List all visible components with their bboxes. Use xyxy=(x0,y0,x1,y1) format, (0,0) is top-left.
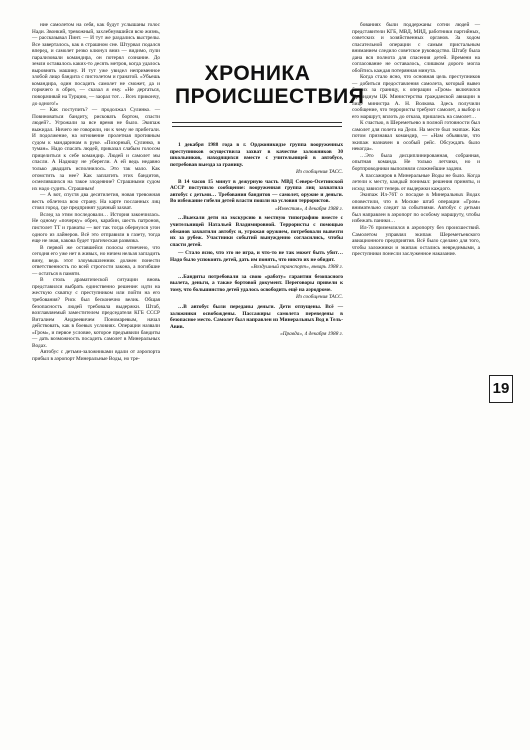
chronicle-source-2: «Известия», 4 декабря 1988 г. xyxy=(274,205,343,212)
right-paragraph-5: А пассажиров в Минеральные Воды не было. Когда летели к месту, каждый понимал: решения приняты, и исход зависит теперь от выдержки каждого. xyxy=(352,172,480,192)
chronicle-body-1: В 14 часов 15 минут в дежурную часть МВД Северо-Осетинской АССР поступило сообщение: вооруженная группа лиц захватила автобус с детьми… Требования бандитов — самолет, оружие и деньги. Во избежание гибели детей власти пошли на условия террористов. xyxy=(170,178,343,205)
chronicle-source-3: «Воздушный транспорт», январь 1988 г. xyxy=(250,264,343,271)
chronicle-source-5: «Правда», 4 декабря 1988 г. xyxy=(280,331,343,338)
right-article-column xyxy=(352,22,480,258)
right-paragraph-6: Экипаж Ил-76Т о посадке в Минеральных Водах оповестили, что в Москве штаб операции «Гром» внимательно следит за событиями. Автобус с детьми был направлен в аэропорт по особому маршруту, чтобы избежать паники… xyxy=(352,192,480,225)
chronicle-body-2: …Выехали дети на экскурсию в местную типографию вместе с учительницей Натальей Владимировной. Террористы с помощью обманов захватили автобус и, угрожая оружием, потребовали вывезти их за рубеж. Участники событий вынужденно согласились, чтобы спасти детей. xyxy=(170,215,343,248)
right-paragraph-4: …Это была дисциплинированная, собранная, опытная команда. Не только летчики, но и бортпроводники выполняли сложнейшие задачи. xyxy=(352,152,480,173)
left-paragraph-7: Автобус с детьми-заложниками вдали от аэропорта прибыл в аэропорт Минеральные Воды, но тре- xyxy=(32,349,160,362)
heading-line-2: ПРОИСШЕСТВИЯ xyxy=(175,85,365,108)
left-paragraph-5: В первой же оставшейся полосы отмечено, что сегодня его уже нет в живых, но ничем нельзя загладить вину, ведь этот злоумышленник должен понести ответственность по всей строгости закона, а погибшие — остаться в памяти. xyxy=(32,244,160,277)
left-paragraph-3: — А вот, спустя два десятилетия, новая тревожная весть облетела всю страну. На карте посланных лиц стоял город, где предпринят удачный захват. xyxy=(32,192,160,212)
chronicle-body-4: …Бандиты потребовали за свою «работу» гарантии безопасного вылета, деньги, а также бортовой документ. Переговоры привели к тому, что большинство детей удалось освободить ещё на аэродроме. xyxy=(170,273,343,293)
left-paragraph-1: ние самолетом на себя, как будут услышаны голос Нади. Звонкий, тревожный, захлебнувшийся всю жизнь, — рассказывал Пинт. — И тут же раздались выстрелы. Все заверталось, как в страшном сне. Штурвал подался вперед, и самолет резко клюнул вниз — видимо, пули парализовали командира, он потерял сознание. До земли оставалось каких-то десять метров, когда удалось выровнять машину. И тут уже увидел неприменное злобой лицо бандита с пистолетом и гранатой. «Убьешь командира, один посадить самолет не сможет, да и горючего в обрез, — сказал я ему. «Не дергаться, поворачивай на Турцию, — заорал тот… Всех прикончу, до одного!» xyxy=(32,22,160,107)
left-paragraph-4: Вслед за этим последовали… История закончилась. Не одному «почерку» обрез, карабин, шесть патронов, пистолет ТТ и гранаты — вот так тогда обернулся угон одного из лайнеров. Всё это отправили в газету, тогда еще не зная, какова будет трагическая развязка. xyxy=(32,211,160,245)
middle-chronicle-column xyxy=(170,142,343,341)
heading-rule-bottom xyxy=(172,126,342,127)
right-paragraph-2: Когда стало ясно, что основная цель преступников — добиться предоставления самолета, который вывез бы их за границу, к операции «Гром» включился Президиум ЦК Министерства гражданской авиации в лице министра А. Н. Волкова. Здесь получили сообщение, что террористы требуют самолет, а выбор и его маршрут, вплоть до отказа, пришлись на самолет… xyxy=(352,74,480,120)
chronicle-source-1: Из сообщения ТАСС. xyxy=(296,169,343,176)
chronicle-body-5: …В автобус были переданы деньги. Дети отпущены. Всё — заложники освобождены. Пассажиры самолета переведены в безопасное место. Самолет был направлен из Минеральных Вод в Тель-Авив. xyxy=(170,304,343,330)
right-paragraph-1: бованиях были поддержаны сотни людей — представители КГБ, МВД, МИД, работники партийных, советских и хозяйственных органов. За ходом спасательной операции с самым пристальным вниманием следило советское руководство. Штабу была дана вся полнота для спасения детей. Времени на согласование не оставалось, слишком дорого могла обойтись каждая потерянная минута. xyxy=(352,22,480,74)
right-paragraph-3: К счастью, в Шереметьево в полной готовности был самолет для полета на Дели. На месте был экипаж. Как потом признавал командир, — «Нам объявили, что экипаж назначен в особый рейс. Обсуждать было некогда». xyxy=(352,120,480,153)
page-number-badge: 19 xyxy=(489,375,513,403)
heading-line-1: ХРОНИКА xyxy=(204,62,311,85)
chronicle-body-3: — Стало ясно, что это не игра, и что-то не так может быть убит… Надо было успокоить детей, дать им понять, что никто их не обидит. xyxy=(170,250,343,263)
section-heading xyxy=(175,62,365,108)
left-paragraph-6: В столь драматической ситуации вновь представился выбрать единственно решение: идти на жесткую схватку с преступником или пойти на его требования? Риск был бесконечно велик. Общая безопасность людей требовала выдержки. Штаб, возглавляемый заместителем председателя КГБ СССР Виталием Андреевичем Пономаревым, начал действовать, как в боевых условиях. Операции назвали «Гром», и первое условие, которое предъявили бандиты — дать возможность посадить самолет в Минеральных Водах. xyxy=(32,277,160,349)
left-article-column xyxy=(32,22,160,362)
right-paragraph-7: Ил-76 приземлился в аэропорту без происшествий. Самолетом управлял экипаж Шереметьевского авиационного предприятия. Всё было сделано для того, чтобы заложники и экипаж остались невредимыми, а преступники понесли заслуженное наказание. xyxy=(352,224,480,258)
chronicle-source-4: Из сообщения ТАСС. xyxy=(296,294,343,301)
chronicle-lead-1: 1 декабря 1988 года в г. Орджоникидзе группа вооруженных преступников осуществила захват в качестве заложников 30 школьников, находящихся вместе с учительницей в автобусе, потребовав выезда за границу. xyxy=(170,142,343,168)
heading-rule-top xyxy=(172,122,342,123)
left-paragraph-2: — Как поступить? — продолжал Сулинко. — Повиноваться бандиту, рисковать бортом, спасти людей?.. Угрожали за все время не было. Экипаж выжидал. Ничего не говорили, ни к чему не прибегали. И подолжение, на мгновение пролетная противным судом к мандаринам в руке. «Позорный, Сулинко, в туман». Надо спасать людей, приказал слабым голосом прицелиться к себе командир. Людей и самолет мы спасли. А Надюшу не уберегли. А ей ведь недавно только двадцать исполнилось. Это так мало. Как отомстить за нее? Как заплатить этих бандитов, осмелившихся на такое злодеяние? Страшными судом их надо судить. Страшным! xyxy=(32,107,160,192)
